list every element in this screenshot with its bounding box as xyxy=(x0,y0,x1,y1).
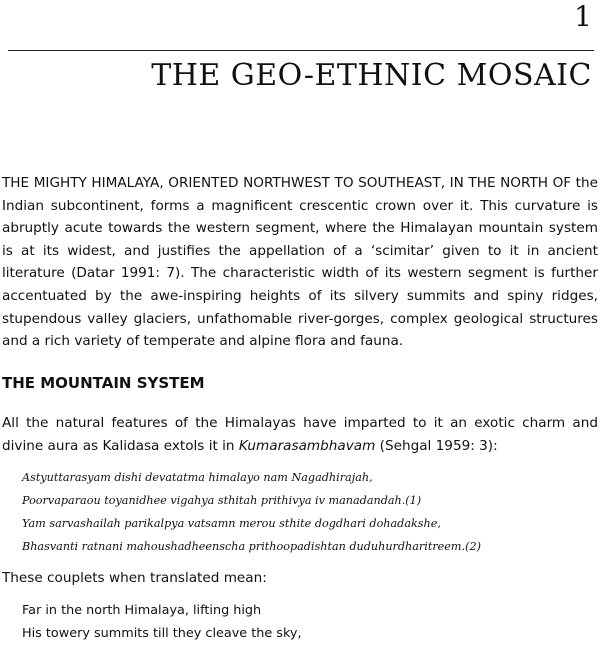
section-heading: THE MOUNTAIN SYSTEM xyxy=(2,374,205,392)
translation-block xyxy=(22,599,302,645)
translation-line: His towery summits till they cleave the sky, xyxy=(22,626,302,641)
verse-line: Poorvaparaou toyanidhee vigahya sthitah prithivya iv manadandah.(1) xyxy=(22,494,422,507)
section-paragraph xyxy=(2,412,598,457)
intro-paragraph: THE MIGHTY HIMALAYA, ORIENTED NORTHWEST TO SOUTHEAST, IN THE NORTH OF the Indian subcontinent, forms a magnificent crescentic crown over it. This curvature is abruptly acute towards the western segment, where the Himalayan mountain system is at its widest, and justifies the appellation of a ‘scimitar’ given to it in ancient literature (Datar 1991: 7). The characteristic width of its western segment is further accentuated by the awe-inspiring heights of its silvery summits and spiny ridges, stupendous valley glaciers, unfathomable river-gorges, complex geological structures and a rich variety of temperate and alpine flora and fauna. xyxy=(2,175,598,350)
chapter-number: 1 xyxy=(574,0,592,33)
sanskrit-verse-block xyxy=(22,466,582,558)
header-rule xyxy=(8,50,594,51)
translation-line: Far in the north Himalaya, lifting high xyxy=(22,603,262,618)
section-paragraph-work-title: Kumarasambhavam xyxy=(238,437,376,454)
chapter-title: THE GEO-ETHNIC MOSAIC xyxy=(151,58,592,93)
couplets-intro: These couplets when translated mean: xyxy=(2,570,267,586)
section-paragraph-citation: (Sehgal 1959: 3): xyxy=(375,437,498,454)
section-paragraph-text: All the natural features of the Himalayas have imparted to it an exotic charm and divine aura as Kalidasa extols it in xyxy=(2,415,598,454)
verse-line: Bhasvanti ratnani mahoushadheenscha prithoopadishtan duduhurdharitreem.(2) xyxy=(22,540,481,553)
verse-line: Astyuttarasyam dishi devatatma himalayo nam Nagadhirajah, xyxy=(22,471,373,484)
verse-line: Yam sarvashailah parikalpya vatsamn merou sthite dogdhari dohadakshe, xyxy=(22,517,441,530)
